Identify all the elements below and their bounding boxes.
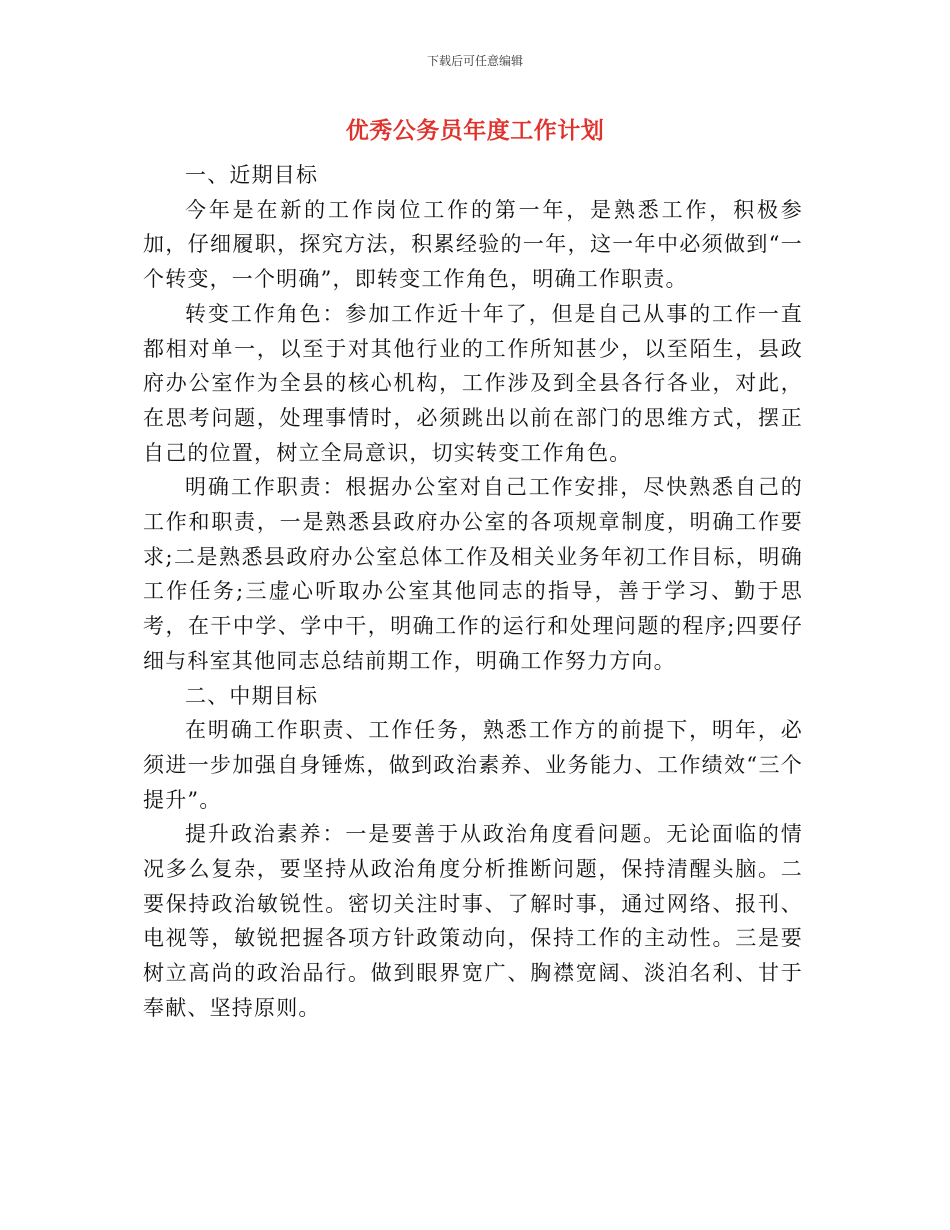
document-body — [143, 158, 803, 1026]
paragraph-political-quality: 提升政治素养：一是要善于从政治角度看问题。无论面临的情况多么复杂，要坚持从政治角度分析推断问题，保持清醒头脑。二要保持政治敏锐性。密切关注时事、了解时事，通过网络、报刊、电视等，敏锐把握各项方针政策动向，保持工作的主动性。三是要树立高尚的政治品行。做到眼界宽广、胸襟宽阔、淡泊名利、甘于奉献、坚持原则。 — [143, 822, 803, 1020]
paragraph-mid-term-intro: 在明确工作职责、工作任务，熟悉工作方的前提下，明年，必须进一步加强自身锤炼，做到政治素养、业务能力、工作绩效“三个提升”。 — [143, 718, 803, 812]
paragraph-intro: 今年是在新的工作岗位工作的第一年，是熟悉工作，积极参加，仔细履职，探究方法，积累经验的一年，这一年中必须做到“一个转变，一个明确”，即转变工作角色，明确工作职责。 — [143, 197, 803, 292]
header-note: 下载后可任意编辑 — [426, 54, 523, 68]
paragraph-change-role: 转变工作角色：参加工作近十年了，但是自己从事的工作一直都相对单一，以至于对其他行业的工作所知甚少，以至陌生，县政府办公室作为全县的核心机构，工作涉及到全县各行各业，对此，在思考问题，处理事情时，必须跳出以前在部门的思维方式，摆正自己的位置，树立全局意识，切实转变工作角色。 — [143, 301, 803, 465]
paragraph-clarify-duties: 明确工作职责：根据办公室对自己工作安排，尽快熟悉自己的工作和职责，一是熟悉县政府办公室的各项规章制度，明确工作要求;二是熟悉县政府办公室总体工作及相关业务年初工作目标，明确工作任务;三虚心听取办公室其他同志的指导，善于学习、勤于思考，在干中学、学中干，明确工作的运行和处理问题的程序;四要仔细与科室其他同志总结前期工作，明确工作努力方向。 — [143, 475, 803, 673]
heading-near-term-goals: 一、近期目标 — [185, 163, 319, 187]
heading-mid-term-goals: 二、中期目标 — [185, 683, 319, 708]
document-title: 优秀公务员年度工作计划 — [345, 118, 605, 144]
